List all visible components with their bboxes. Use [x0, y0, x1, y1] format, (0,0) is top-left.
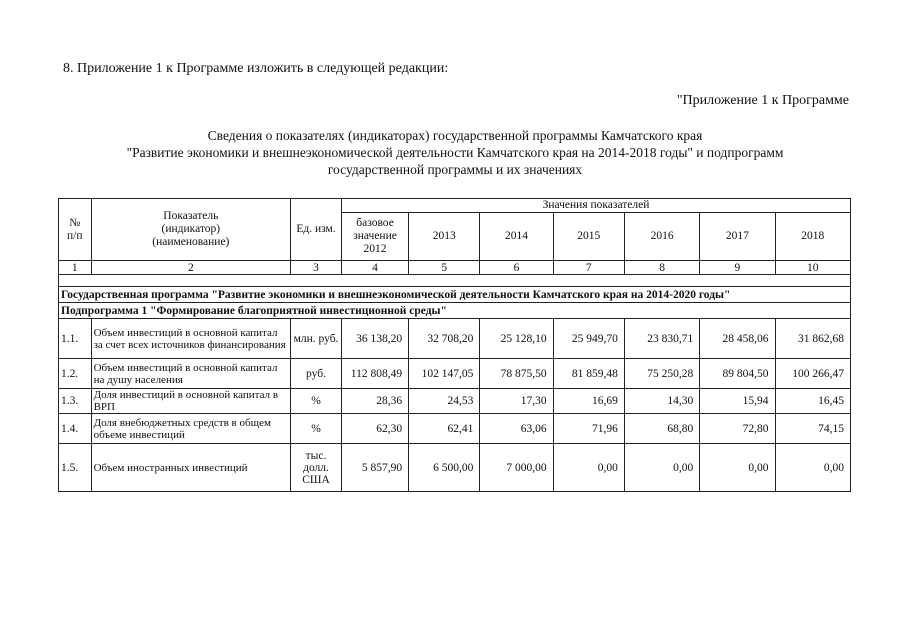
program-heading: Государственная программа "Развитие экономики и внешнеэкономической деятельности Камчатского края на 2014-2020 годы" [59, 287, 851, 303]
value-cell: 62,41 [409, 414, 480, 444]
blank-row [59, 275, 851, 287]
value-cell: 71,96 [553, 414, 624, 444]
row-number: 1.4. [59, 414, 92, 444]
unit-cell: млн. руб. [291, 319, 342, 359]
row-number: 1.5. [59, 444, 92, 492]
indicator-name: Доля внебюджетных средств в общем объеме инвестиций [91, 414, 291, 444]
indicator-name: Объем инвестиций в основной капитал за счет всех источников финансирования [91, 319, 291, 359]
column-number: 6 [480, 261, 553, 275]
header-year-2016: 2016 [624, 213, 699, 261]
header-num: № п/п [59, 199, 92, 261]
title-line-1: Сведения о показателях (индикаторах) государственной программы Камчатского края [207, 128, 703, 143]
document-title [60, 127, 850, 178]
value-cell: 36 138,20 [341, 319, 408, 359]
value-cell: 28,36 [341, 389, 408, 414]
value-cell: 17,30 [480, 389, 553, 414]
header-values-group: Значения показателей [341, 199, 850, 213]
value-cell: 7 000,00 [480, 444, 553, 492]
table-row [59, 389, 851, 414]
value-cell: 72,80 [700, 414, 775, 444]
intro-text: 8. Приложение 1 к Программе изложить в следующей редакции: [63, 61, 449, 76]
header-year-2018: 2018 [775, 213, 850, 261]
value-cell: 25 949,70 [553, 319, 624, 359]
header-unit: Ед. изм. [291, 199, 342, 261]
value-cell: 31 862,68 [775, 319, 850, 359]
value-cell: 89 804,50 [700, 359, 775, 389]
value-cell: 28 458,06 [700, 319, 775, 359]
column-number: 3 [291, 261, 342, 275]
value-cell: 81 859,48 [553, 359, 624, 389]
value-cell: 112 808,49 [341, 359, 408, 389]
value-cell: 32 708,20 [409, 319, 480, 359]
value-cell: 0,00 [700, 444, 775, 492]
header-year-2014: 2014 [480, 213, 553, 261]
value-cell: 102 147,05 [409, 359, 480, 389]
value-cell: 100 266,47 [775, 359, 850, 389]
value-cell: 74,15 [775, 414, 850, 444]
column-number: 5 [409, 261, 480, 275]
unit-cell: % [291, 389, 342, 414]
row-number: 1.2. [59, 359, 92, 389]
header-year-2013: 2013 [409, 213, 480, 261]
title-line-3: государственной программы и их значениях [327, 162, 583, 177]
table-row [59, 319, 851, 359]
unit-cell: % [291, 414, 342, 444]
value-cell: 15,94 [700, 389, 775, 414]
value-cell: 0,00 [624, 444, 699, 492]
column-number: 9 [700, 261, 775, 275]
value-cell: 78 875,50 [480, 359, 553, 389]
value-cell: 6 500,00 [409, 444, 480, 492]
column-number-row [59, 261, 851, 275]
row-number: 1.3. [59, 389, 92, 414]
header-indicator: Показатель (индикатор) (наименование) [91, 199, 291, 261]
value-cell: 5 857,90 [341, 444, 408, 492]
table-row [59, 414, 851, 444]
column-number: 2 [91, 261, 291, 275]
value-cell: 75 250,28 [624, 359, 699, 389]
value-cell: 23 830,71 [624, 319, 699, 359]
table-row [59, 359, 851, 389]
header-base-value: базовое значение 2012 [341, 213, 408, 261]
column-number: 4 [341, 261, 408, 275]
header-year-2015: 2015 [553, 213, 624, 261]
value-cell: 0,00 [553, 444, 624, 492]
column-number: 1 [59, 261, 92, 275]
column-number: 10 [775, 261, 850, 275]
unit-cell: тыс. долл. США [291, 444, 342, 492]
indicators-table [58, 198, 851, 492]
row-number: 1.1. [59, 319, 92, 359]
indicator-name: Объем иностранных инвестиций [91, 444, 291, 492]
value-cell: 63,06 [480, 414, 553, 444]
table-row [59, 444, 851, 492]
value-cell: 16,69 [553, 389, 624, 414]
indicator-name: Доля инвестиций в основной капитал в ВРП [91, 389, 291, 414]
value-cell: 14,30 [624, 389, 699, 414]
appendix-label: "Приложение 1 к Программе [676, 93, 849, 108]
value-cell: 25 128,10 [480, 319, 553, 359]
subprogram-heading: Подпрограмма 1 "Формирование благоприятной инвестиционной среды" [59, 303, 851, 319]
header-year-2017: 2017 [700, 213, 775, 261]
unit-cell: руб. [291, 359, 342, 389]
indicator-name: Объем инвестиций в основной капитал на душу населения [91, 359, 291, 389]
title-line-2: "Развитие экономики и внешнеэкономической деятельности Камчатского края на 2014-2018 годы" и подпрограмм [126, 145, 784, 160]
value-cell: 24,53 [409, 389, 480, 414]
value-cell: 62,30 [341, 414, 408, 444]
column-number: 7 [553, 261, 624, 275]
column-number: 8 [624, 261, 699, 275]
value-cell: 68,80 [624, 414, 699, 444]
value-cell: 16,45 [775, 389, 850, 414]
value-cell: 0,00 [775, 444, 850, 492]
